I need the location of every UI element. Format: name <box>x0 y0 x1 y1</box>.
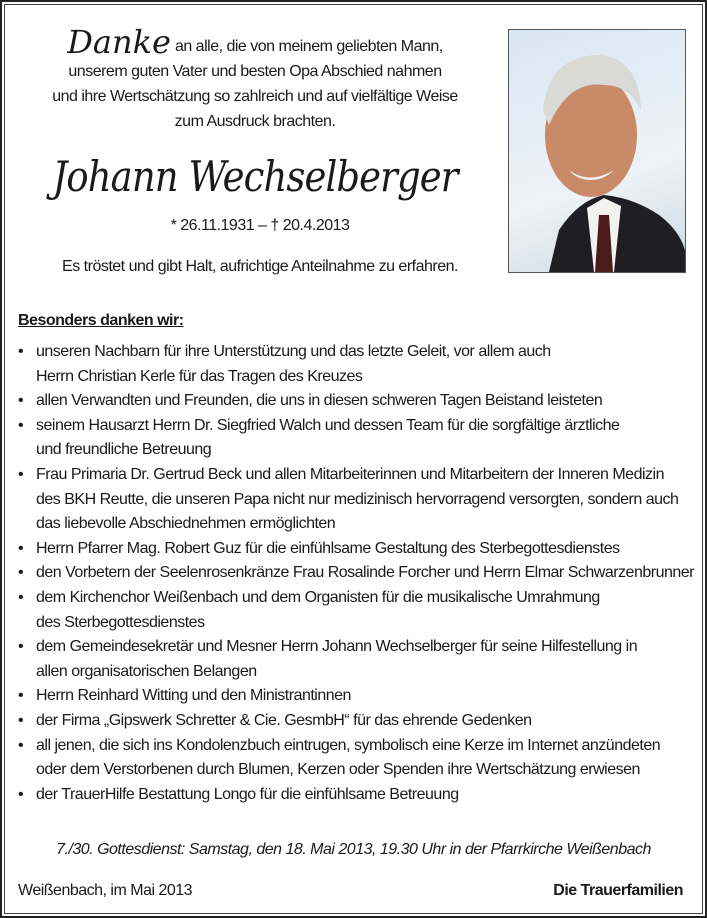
thanks-item-line: dem Kirchenchor Weißenbach und dem Organisten für die musikalische Umrahmung <box>36 588 600 606</box>
memorial-service-info: 7./30. Gottesdienst: Samstag, den 18. Mai 2013, 19.30 Uhr in der Pfarrkirche Weißenbach <box>56 841 651 858</box>
signature: Die Trauerfamilien <box>553 882 683 899</box>
thanks-item-line: dem Gemeindesekretär und Mesner Herrn Johann Wechselberger für seine Hilfestellung in <box>36 638 638 656</box>
life-dates: * 26.11.1931 – † 20.4.2013 <box>170 217 350 234</box>
thanks-item <box>18 389 694 414</box>
bullet-icon: • <box>18 588 24 606</box>
thanks-item-line: seinem Hausarzt Herrn Dr. Siegfried Walch und dessen Team für die sorgfältige ärztliche <box>36 416 620 434</box>
bullet-icon: • <box>18 465 24 483</box>
bullet-icon: • <box>18 736 24 754</box>
intro-line: und ihre Wertschätzung so zahlreich und auf vielfältige Weise <box>52 88 458 105</box>
deceased-name: Johann Wechselberger <box>52 152 458 201</box>
thanks-item-line: Frau Primaria Dr. Gertrud Beck und allen Mitarbeiterinnen und Mitarbeitern der Inneren Medizin <box>36 465 664 483</box>
intro-text <box>20 23 490 134</box>
intro-line: zum Ausdruck brachten. <box>174 113 336 130</box>
comfort-text: Es tröstet und gibt Halt, aufrichtige Anteilnahme zu erfahren. <box>62 258 458 275</box>
thanks-item-line: unseren Nachbarn für ihre Unterstützung und das letzte Geleit, vor allem auch <box>36 343 551 360</box>
thanks-item-line: der Firma „Gipswerk Schretter & Cie. GesmbH“ für das ehrende Gedenken <box>36 711 532 729</box>
place-date: Weißenbach, im Mai 2013 <box>18 882 193 899</box>
thanks-item <box>18 561 694 586</box>
thanks-item <box>18 734 694 783</box>
thanks-item-line: Herrn Reinhard Witting und den Ministrantinnen <box>36 687 351 705</box>
bullet-icon: • <box>18 539 24 557</box>
thanks-item-line: oder dem Verstorbenen durch Blumen, Kerzen oder Spenden ihre Wertschätzung erwiesen <box>36 761 640 779</box>
thanks-item-line: den Vorbetern der Seelenrosenkränze Frau Rosalinde Forcher und Herrn Elmar Schwarzenbrunner <box>36 564 694 582</box>
bullet-icon: • <box>18 392 24 410</box>
thanks-item-line: und freundliche Betreuung <box>36 441 212 459</box>
thanks-item <box>18 684 694 709</box>
thanks-item <box>18 709 694 734</box>
thanks-item-line: all jenen, die sich ins Kondolenzbuch eintrugen, symbolisch eine Kerze im Internet anzündeten <box>36 736 661 754</box>
thanks-item-line: Herrn Christian Kerle für das Tragen des Kreuzes <box>36 367 363 385</box>
thanks-item-line: allen Verwandten und Freunden, die uns in diesen schweren Tagen Beistand leisteten <box>36 392 603 410</box>
thanks-item-line: des BKH Reutte, die unseren Papa nicht nur medizinisch hervorragend versorgten, sondern auch <box>36 490 679 508</box>
bullet-icon: • <box>18 416 24 434</box>
portrait-photo <box>508 29 686 273</box>
thanks-list <box>18 340 694 807</box>
thanks-item-line: des Sterbegottesdienstes <box>36 613 205 631</box>
bullet-icon: • <box>18 711 24 729</box>
thanks-item-line: Herrn Pfarrer Mag. Robert Guz für die einfühlsame Gestaltung des Sterbegottesdienstes <box>36 539 620 557</box>
danke-script: Danke <box>67 23 171 61</box>
thanks-item-line: der TrauerHilfe Bestattung Longo für die einfühlsame Betreuung <box>36 785 459 803</box>
thanks-item <box>18 783 694 808</box>
thanks-item <box>18 414 694 463</box>
intro-line: unserem guten Vater und besten Opa Abschied nahmen <box>68 63 442 80</box>
intro-line-text: an alle, die von meinem geliebten Mann, <box>174 38 443 55</box>
bullet-icon: • <box>18 638 24 656</box>
thanks-heading: Besonders danken wir: <box>18 312 184 329</box>
bullet-icon: • <box>18 343 24 360</box>
bullet-icon: • <box>18 785 24 803</box>
bullet-icon: • <box>18 564 24 582</box>
bullet-icon: • <box>18 687 24 705</box>
thanks-item-line: allen organisatorischen Belangen <box>36 662 257 680</box>
thanks-item <box>18 463 694 537</box>
thanks-item <box>18 340 694 389</box>
thanks-item <box>18 635 694 684</box>
intro-line <box>20 23 490 61</box>
thanks-item-line: das liebevolle Abschiednehmen ermöglichten <box>36 515 336 533</box>
portrait-image <box>509 30 685 272</box>
thanks-item <box>18 537 694 562</box>
thanks-item <box>18 586 694 635</box>
